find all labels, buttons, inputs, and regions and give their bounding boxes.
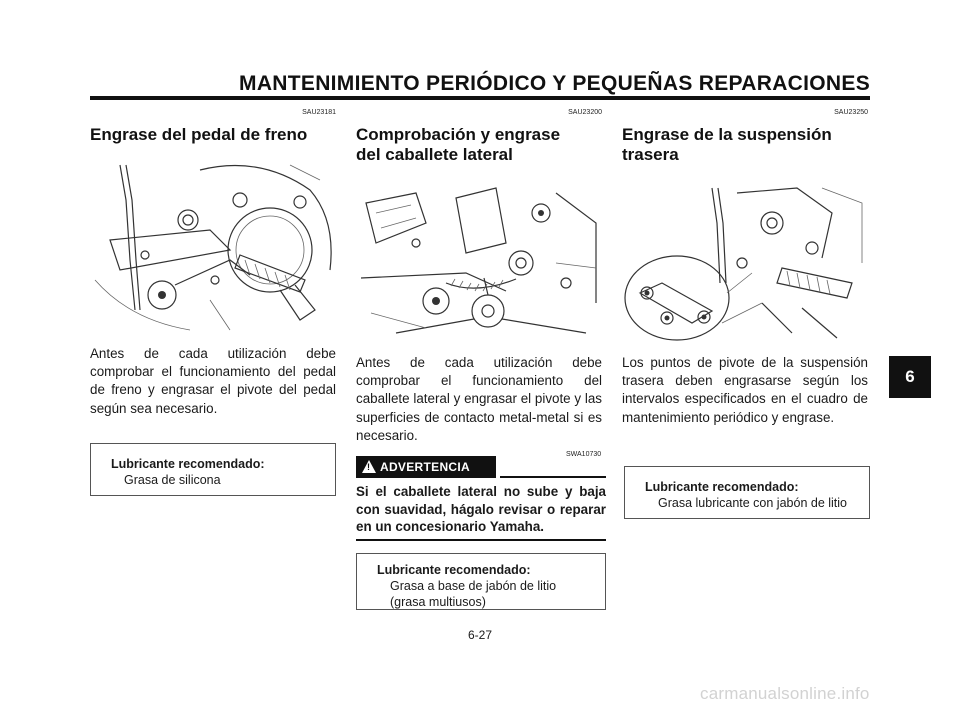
warning-badge xyxy=(356,456,496,478)
side-stand-body: Antes de cada utilización debe comprobar el funcionamiento del caballete lateral y engrasar el pivote y las superficies de contacto metal-metal si es necesario. xyxy=(356,355,602,443)
watermark: carmanualsonline.info xyxy=(700,684,870,703)
side-stand-lubricant-box xyxy=(356,553,606,610)
exclamation-icon: ! xyxy=(367,462,371,472)
rear-suspension-illustration xyxy=(622,183,868,341)
section-title: Comprobación y engrase del caballete lateral xyxy=(356,125,561,164)
warning-code: SWA10730 xyxy=(566,451,602,458)
section-title: Engrase de la suspensión trasera xyxy=(622,125,832,164)
brake-pedal-body: Antes de cada utilización debe comprobar el funcionamiento del pedal de freno y engrasar el pivote del pedal según sea necesario. xyxy=(90,346,336,416)
page-number: 6-27 xyxy=(467,628,493,642)
warning-bottom-rule xyxy=(356,539,606,541)
section-title: Engrase del pedal de freno xyxy=(90,125,308,144)
section-brake-pedal xyxy=(90,108,336,145)
rear-suspension-body: Los puntos de pivote de la suspensión trasera deben engrasarse según los intervalos especificados en el cuadro de mantenimiento periódico y engrase. xyxy=(622,355,868,425)
section-code: SAU23181 xyxy=(302,109,336,116)
brake-pedal-illustration xyxy=(90,160,336,332)
header-rule xyxy=(90,96,870,100)
rear-suspension-lubricant-box xyxy=(624,466,870,519)
section-side-stand xyxy=(356,108,602,165)
page-header-title: MANTENIMIENTO PERIÓDICO Y PEQUEÑAS REPARACIONES xyxy=(239,72,870,95)
side-stand-illustration xyxy=(356,183,602,341)
warning-label: ADVERTENCIA xyxy=(380,460,470,474)
chapter-tab: 6 xyxy=(889,356,931,398)
warning-top-rule xyxy=(500,476,606,478)
lubricant-value: Grasa lubricante con jabón de litio xyxy=(658,496,848,510)
lubricant-value-line-1: Grasa a base de jabón de litio xyxy=(390,579,557,593)
lubricant-label: Lubricante recomendado: xyxy=(645,480,799,494)
section-rear-suspension xyxy=(622,108,868,165)
warning-text: Si el caballete lateral no sube y baja con suavidad, hágalo revisar o reparar en un concesionario Yamaha. xyxy=(356,484,606,534)
brake-pedal-lubricant-box xyxy=(90,443,336,496)
lubricant-label: Lubricante recomendado: xyxy=(377,563,531,577)
lubricant-value-line-2: (grasa multiusos) xyxy=(390,595,486,609)
lubricant-label: Lubricante recomendado: xyxy=(111,457,265,471)
lubricant-value: Grasa de silicona xyxy=(124,473,221,487)
section-code: SAU23200 xyxy=(568,109,602,116)
section-code: SAU23250 xyxy=(834,109,868,116)
